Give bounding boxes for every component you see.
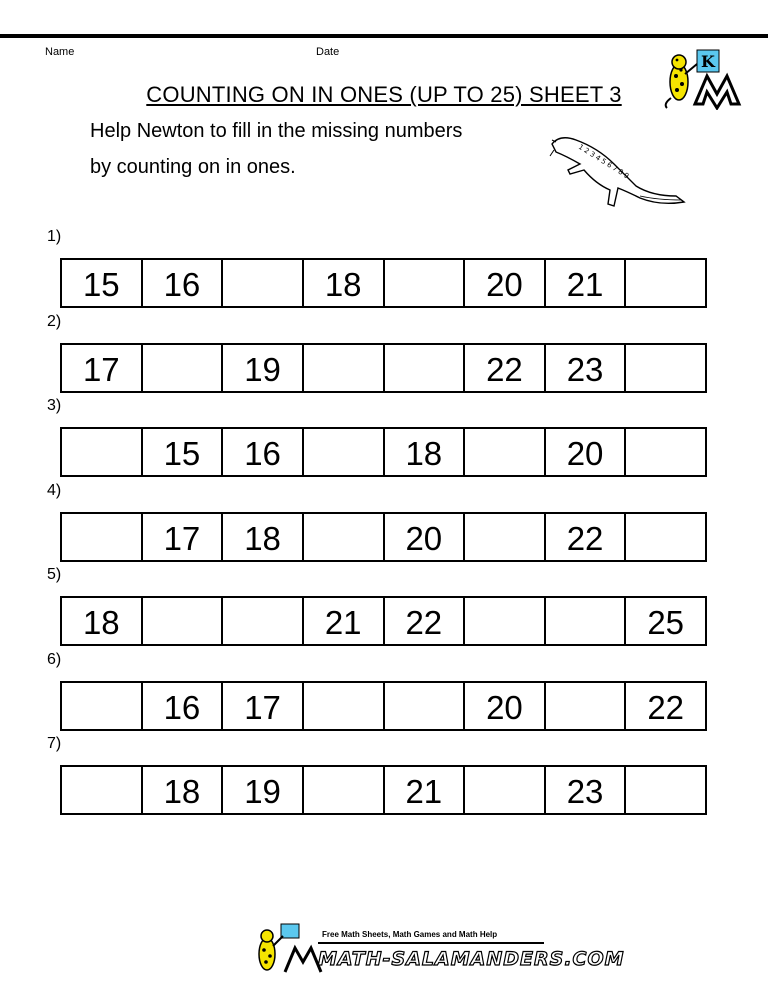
given-number-box: 20 <box>465 260 546 306</box>
given-number-box: 25 <box>647 603 685 641</box>
given-number-box: 23 <box>546 767 627 813</box>
blank-answer-box[interactable] <box>465 429 546 475</box>
blank-answer-box[interactable] <box>62 683 143 729</box>
number-row <box>60 427 707 477</box>
blank-answer-box[interactable] <box>304 514 385 560</box>
blank-answer-box[interactable] <box>143 598 224 644</box>
worksheet-title: COUNTING ON IN ONES (UP TO 25) SHEET 3 <box>146 82 622 107</box>
blank-answer-box[interactable] <box>626 767 705 813</box>
given-number-box: 18 <box>385 429 466 475</box>
question-number: 5) <box>47 566 62 583</box>
given-number-box: 19 <box>223 767 304 813</box>
blank-answer-box[interactable] <box>546 683 627 729</box>
blank-answer-box[interactable] <box>304 683 385 729</box>
blank-answer-box[interactable] <box>465 767 546 813</box>
given-number-box: 17 <box>62 345 143 391</box>
top-rule <box>0 34 768 38</box>
given-number-box: 23 <box>546 345 627 391</box>
blank-answer-box[interactable] <box>385 683 466 729</box>
blank-answer-box[interactable] <box>626 260 705 306</box>
blank-answer-box[interactable] <box>626 514 705 560</box>
question-number: 7) <box>47 735 62 752</box>
blank-answer-box[interactable] <box>304 429 385 475</box>
given-number-box: 16 <box>223 429 304 475</box>
number-row <box>60 681 707 731</box>
blank-answer-box[interactable] <box>626 429 705 475</box>
given-number-box: 20 <box>465 683 546 729</box>
footer-divider <box>318 942 544 944</box>
given-number-box: 21 <box>546 260 627 306</box>
blank-answer-box[interactable] <box>385 345 466 391</box>
number-row <box>60 343 707 393</box>
name-label: Name <box>45 46 75 58</box>
blank-answer-box[interactable] <box>304 767 385 813</box>
blank-answer-box[interactable] <box>304 345 385 391</box>
question-number: 1) <box>47 228 62 245</box>
instruction-line-1: Help Newton to fill in the missing numbers <box>90 120 463 142</box>
given-number-box: 22 <box>647 688 685 726</box>
footer-site-name: MATH-SALAMANDERS.COM <box>318 948 625 970</box>
given-number-box: 17 <box>223 683 304 729</box>
blank-answer-box[interactable] <box>546 598 627 644</box>
blank-answer-box[interactable] <box>626 345 705 391</box>
given-number-box: 20 <box>385 514 466 560</box>
blank-answer-box[interactable] <box>62 514 143 560</box>
given-number-box: 15 <box>62 260 143 306</box>
given-number-box: 22 <box>546 514 627 560</box>
instruction-line-2: by counting on in ones. <box>90 156 296 178</box>
blank-answer-box[interactable] <box>62 767 143 813</box>
blank-answer-box[interactable] <box>223 260 304 306</box>
given-number-box: 18 <box>143 767 224 813</box>
date-label: Date <box>316 46 340 58</box>
blank-answer-box[interactable] <box>223 598 304 644</box>
given-number-box: 22 <box>385 598 466 644</box>
given-number-box: 18 <box>223 514 304 560</box>
blank-answer-box[interactable] <box>385 260 466 306</box>
question-number: 4) <box>47 482 62 499</box>
newt-drawing-icon <box>548 130 688 215</box>
given-number-box: 16 <box>143 683 224 729</box>
question-number: 6) <box>47 651 62 668</box>
given-number-box: 21 <box>304 598 385 644</box>
given-number-box: 17 <box>143 514 224 560</box>
number-row <box>60 512 707 562</box>
question-number: 2) <box>47 313 62 330</box>
blank-answer-box[interactable] <box>62 429 143 475</box>
given-number-box: 18 <box>62 598 143 644</box>
given-number-box: 15 <box>143 429 224 475</box>
number-row <box>60 258 707 308</box>
given-number-box: 18 <box>304 260 385 306</box>
given-number-box: 20 <box>546 429 627 475</box>
newt-digits: 1 2 3 4 5 6 7 8 9 <box>576 142 631 181</box>
given-number-box: 19 <box>223 345 304 391</box>
given-number-box: 21 <box>385 767 466 813</box>
given-number-box: 16 <box>143 260 224 306</box>
badge-letter: K <box>701 52 715 71</box>
number-row <box>60 765 707 815</box>
footer-tagline: Free Math Sheets, Math Games and Math Help <box>322 930 498 939</box>
blank-answer-box[interactable] <box>465 598 546 644</box>
blank-answer-box[interactable] <box>465 514 546 560</box>
number-row <box>60 596 707 646</box>
blank-answer-box[interactable] <box>143 345 224 391</box>
given-number-box: 22 <box>465 345 546 391</box>
question-number: 3) <box>47 397 62 414</box>
